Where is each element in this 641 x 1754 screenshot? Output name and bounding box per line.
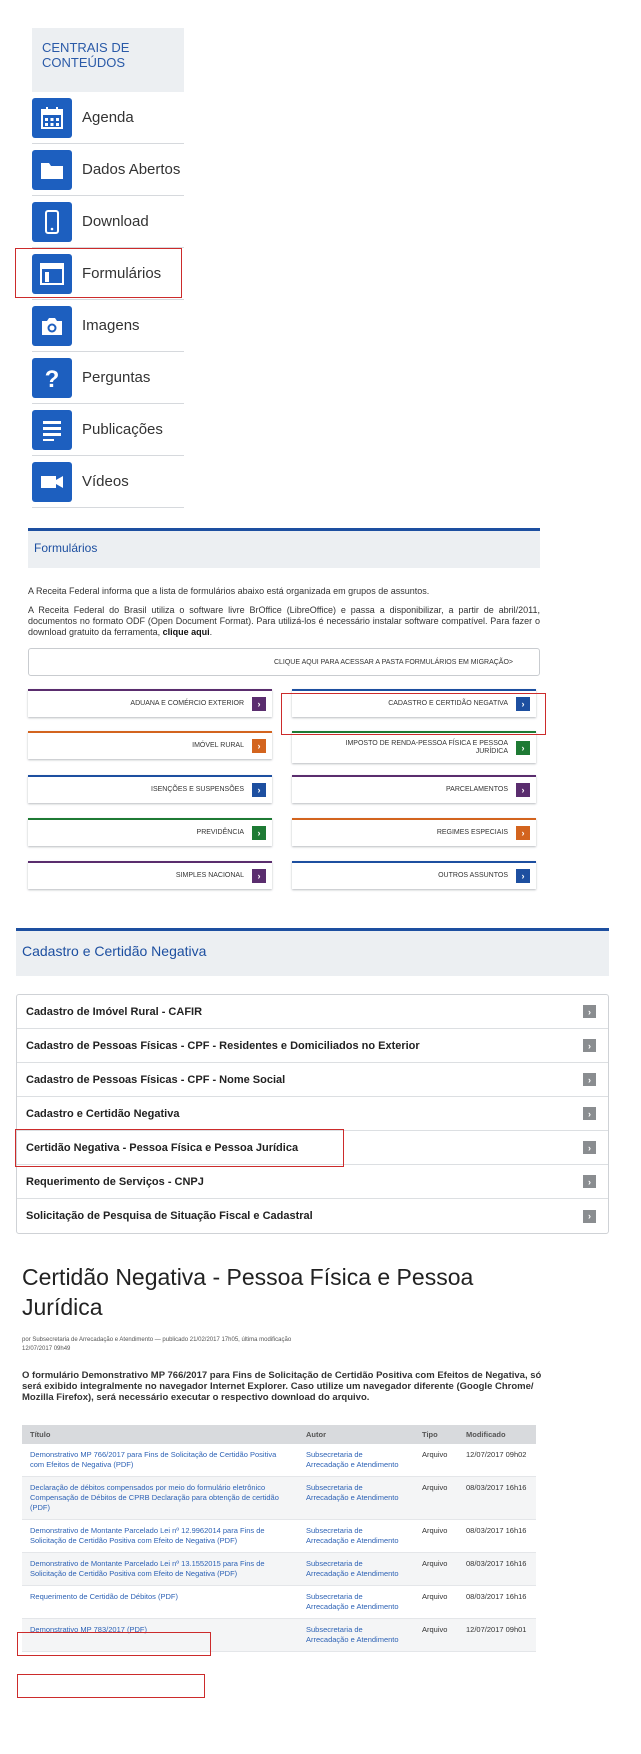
sidebar-item-agenda[interactable] [32, 92, 184, 144]
group-label: ISENÇÕES E SUSPENSÕES [151, 786, 244, 793]
arrow-right-icon: › [583, 1175, 596, 1188]
sidebar-item-label: Agenda [82, 109, 134, 126]
group-label: ADUANA E COMÉRCIO EXTERIOR [130, 700, 244, 707]
list-item[interactable] [17, 1097, 608, 1131]
group-label: IMÓVEL RURAL [192, 742, 244, 749]
group-label: REGIMES ESPECIAIS [436, 829, 508, 836]
intro-paragraph-2-text: A Receita Federal do Brasil utiliza o software livre BrOffice (LibreOffice) e passa a disponibilizar, a partir de abril/2011, documentos no formato ODF (Open Document Format). Para utilizá-los é necessário instalar software compatível. Para fazer o download gratuito da ferramenta, [28, 605, 540, 637]
page-title: Certidão Negativa - Pessoa Física e Pessoa Jurídica [22, 1264, 474, 1320]
author-link[interactable]: Subsecretaria de Arrecadação e Atendimento [298, 1444, 414, 1477]
sidebar-item-label: Download [82, 213, 149, 230]
sidebar-item-label: Imagens [82, 317, 140, 334]
highlight-mp783-row [17, 1674, 205, 1698]
intro-text [28, 586, 540, 638]
table-header-row [22, 1425, 536, 1444]
intro-paragraph-1: A Receita Federal informa que a lista de formulários abaixo está organizada em grupos de assuntos. [28, 586, 430, 596]
sidebar-item-label: Publicações [82, 421, 163, 438]
table-row [22, 1520, 536, 1553]
highlight-requerimento-row [17, 1632, 211, 1656]
section-title: Formulários [28, 528, 540, 568]
arrow-right-icon: › [252, 869, 266, 883]
author-link[interactable]: Subsecretaria de Arrecadação e Atendimento [298, 1520, 414, 1553]
list-item-label: Cadastro de Pessoas Físicas - CPF - Residentes e Domiciliados no Exterior [26, 1039, 420, 1052]
list-item-label: Solicitação de Pesquisa de Situação Fiscal e Cadastral [26, 1210, 313, 1222]
type-cell: Arquivo [414, 1619, 458, 1652]
modified-cell: 08/03/2017 16h16 [458, 1553, 536, 1586]
arrow-right-icon: › [583, 1141, 596, 1154]
modified-cell: 08/03/2017 16h16 [458, 1477, 536, 1520]
migration-folder-button[interactable]: CLIQUE AQUI PARA ACESSAR A PASTA FORMULÁRIOS EM MIGRAÇÃO> [28, 648, 540, 676]
list-item[interactable] [17, 1199, 608, 1233]
arrow-right-icon: › [516, 783, 530, 797]
table-row [22, 1586, 536, 1619]
arrow-right-icon: › [516, 869, 530, 883]
modified-cell: 12/07/2017 09h01 [458, 1619, 536, 1652]
group-previdencia[interactable] [28, 818, 272, 846]
arrow-right-icon: › [516, 826, 530, 840]
table-row [22, 1553, 536, 1586]
document-link[interactable]: Declaração de débitos compensados por meio do formulário eletrônico Compensação de Débitos de CPRB Declaração para obtenção de certidão (PDF) [22, 1477, 298, 1520]
certidao-page [22, 1262, 542, 1652]
document-link[interactable]: Demonstrativo de Montante Parcelado Lei nº 12.9962014 para Fins de Solicitação de Certidão Positiva com Efeito de Negativa (PDF) [22, 1520, 298, 1553]
sidebar-item-label: Formulários [82, 265, 162, 282]
column-header[interactable]: Tipo [414, 1425, 458, 1444]
question-icon [32, 358, 72, 398]
document-icon [32, 410, 72, 450]
sidebar-item-perguntas[interactable] [32, 352, 184, 404]
sidebar-item-label: Perguntas [82, 369, 151, 386]
group-label: CADASTRO E CERTIDÃO NEGATIVA [388, 700, 508, 707]
column-header[interactable]: Modificado [458, 1425, 536, 1444]
sidebar-item-imagens[interactable] [32, 300, 184, 352]
group-label: IMPOSTO DE RENDA-PESSOA FÍSICA E PESSOA JURÍDICA [345, 740, 508, 755]
author-link[interactable]: Subsecretaria de Arrecadação e Atendimento [298, 1586, 414, 1619]
folder-icon [32, 150, 72, 190]
list-item[interactable] [17, 1165, 608, 1199]
intro-paragraph-2-end: . [209, 627, 213, 637]
arrow-right-icon: › [252, 697, 266, 711]
arrow-right-icon: › [583, 1107, 596, 1120]
calendar-icon [32, 98, 72, 138]
video-icon [32, 462, 72, 502]
group-label: OUTROS ASSUNTOS [438, 872, 508, 879]
sidebar-item-publicacoes[interactable] [32, 404, 184, 456]
column-header[interactable]: Título [22, 1425, 298, 1444]
section-title: Cadastro e Certidão Negativa [16, 928, 609, 976]
modified-cell: 12/07/2017 09h02 [458, 1444, 536, 1477]
arrow-right-icon: › [516, 741, 530, 755]
arrow-right-icon: › [583, 1005, 596, 1018]
group-label: PARCELAMENTOS [446, 786, 508, 793]
sidebar-item-label: Dados Abertos [82, 161, 181, 178]
list-item-label: Cadastro de Imóvel Rural - CAFIR [26, 1005, 203, 1018]
highlight-certidao-item [15, 1129, 344, 1167]
byline: por Subsecretaria de Arrecadação e Atendimento — publicado 21/02/2017 17h05, última modificação 12/07/2017 09h49 [22, 1337, 292, 1352]
arrow-right-icon: › [583, 1073, 596, 1086]
type-cell: Arquivo [414, 1444, 458, 1477]
arrow-right-icon: › [583, 1039, 596, 1052]
sidebar-item-dados-abertos[interactable] [32, 144, 184, 196]
camera-icon [32, 306, 72, 346]
list-item-label: Cadastro e Certidão Negativa [26, 1107, 180, 1120]
group-isencoes[interactable] [28, 775, 272, 803]
notice-text: O formulário Demonstrativo MP 766/2017 para Fins de Solicitação de Certidão Positiva com Efeitos de Negativa, só será exibido integralmente no navegador Internet Explorer. Caso utilize um navegador diferente (Google Chrome/ Mozilla Firefox), será necessário executar o respectivo download do arquivo. [22, 1370, 542, 1403]
mobile-icon [32, 202, 72, 242]
list-item-label: Certidão Negativa - Pessoa Física e Pessoa Jurídica [26, 1141, 299, 1154]
list-item-label: Requerimento de Serviços - CNPJ [26, 1175, 204, 1188]
document-link[interactable]: Demonstrativo MP 783/2017 (PDF) [22, 1619, 298, 1652]
type-cell: Arquivo [414, 1477, 458, 1520]
modified-cell: 08/03/2017 16h16 [458, 1520, 536, 1553]
list-item[interactable] [17, 1029, 608, 1063]
author-link[interactable]: Subsecretaria de Arrecadação e Atendimento [298, 1619, 414, 1652]
cadastro-list [16, 994, 609, 1234]
arrow-right-icon: › [516, 697, 530, 711]
document-link[interactable]: Demonstrativo de Montante Parcelado Lei nº 13.1552015 para Fins de Solicitação de Certidão Positiva com Efeito de Negativa (PDF) [22, 1553, 298, 1586]
list-item-label: Cadastro de Pessoas Físicas - CPF - Nome Social [26, 1073, 286, 1086]
document-link[interactable]: Demonstrativo MP 766/2017 para Fins de Solicitação de Certidão Positiva com Efeitos de Negativa (PDF) [22, 1444, 298, 1477]
table-row [22, 1444, 536, 1477]
group-label: PREVIDÊNCIA [196, 829, 244, 836]
arrow-right-icon: › [583, 1210, 596, 1223]
sidebar-item-videos[interactable] [32, 456, 184, 508]
arrow-right-icon: › [252, 783, 266, 797]
list-item[interactable] [17, 995, 608, 1029]
author-link[interactable]: Subsecretaria de Arrecadação e Atendimento [298, 1553, 414, 1586]
group-regimes-especiais[interactable] [292, 818, 536, 846]
cadastro-section [16, 928, 609, 1234]
group-imovel-rural[interactable] [28, 731, 272, 759]
group-simples-nacional[interactable] [28, 861, 272, 889]
group-aduana[interactable] [28, 689, 272, 717]
svg-text:?: ? [44, 365, 60, 391]
type-cell: Arquivo [414, 1586, 458, 1619]
download-link[interactable]: clique aqui [162, 627, 210, 637]
highlight-cadastro-group [281, 693, 546, 735]
group-imposto-renda[interactable] [292, 731, 536, 763]
column-header[interactable]: Autor [298, 1425, 414, 1444]
author-link[interactable]: Subsecretaria de Arrecadação e Atendimento [298, 1477, 414, 1520]
group-label: SIMPLES NACIONAL [175, 872, 244, 879]
sidebar-item-label: Vídeos [82, 473, 129, 490]
table-row [22, 1477, 536, 1520]
group-parcelamentos[interactable] [292, 775, 536, 803]
arrow-right-icon: › [252, 826, 266, 840]
documents-table [22, 1425, 536, 1652]
arrow-right-icon: › [252, 739, 266, 753]
type-cell: Arquivo [414, 1553, 458, 1586]
document-link[interactable]: Requerimento de Certidão de Débitos (PDF) [22, 1586, 298, 1619]
highlight-formularios [15, 248, 182, 298]
intro-paragraph-2 [28, 605, 540, 638]
group-outros-assuntos[interactable] [292, 861, 536, 889]
modified-cell: 08/03/2017 16h16 [458, 1586, 536, 1619]
list-item[interactable] [17, 1063, 608, 1097]
sidebar-header: CENTRAIS DE CONTEÚDOS [32, 28, 184, 92]
sidebar-item-download[interactable] [32, 196, 184, 248]
type-cell: Arquivo [414, 1520, 458, 1553]
